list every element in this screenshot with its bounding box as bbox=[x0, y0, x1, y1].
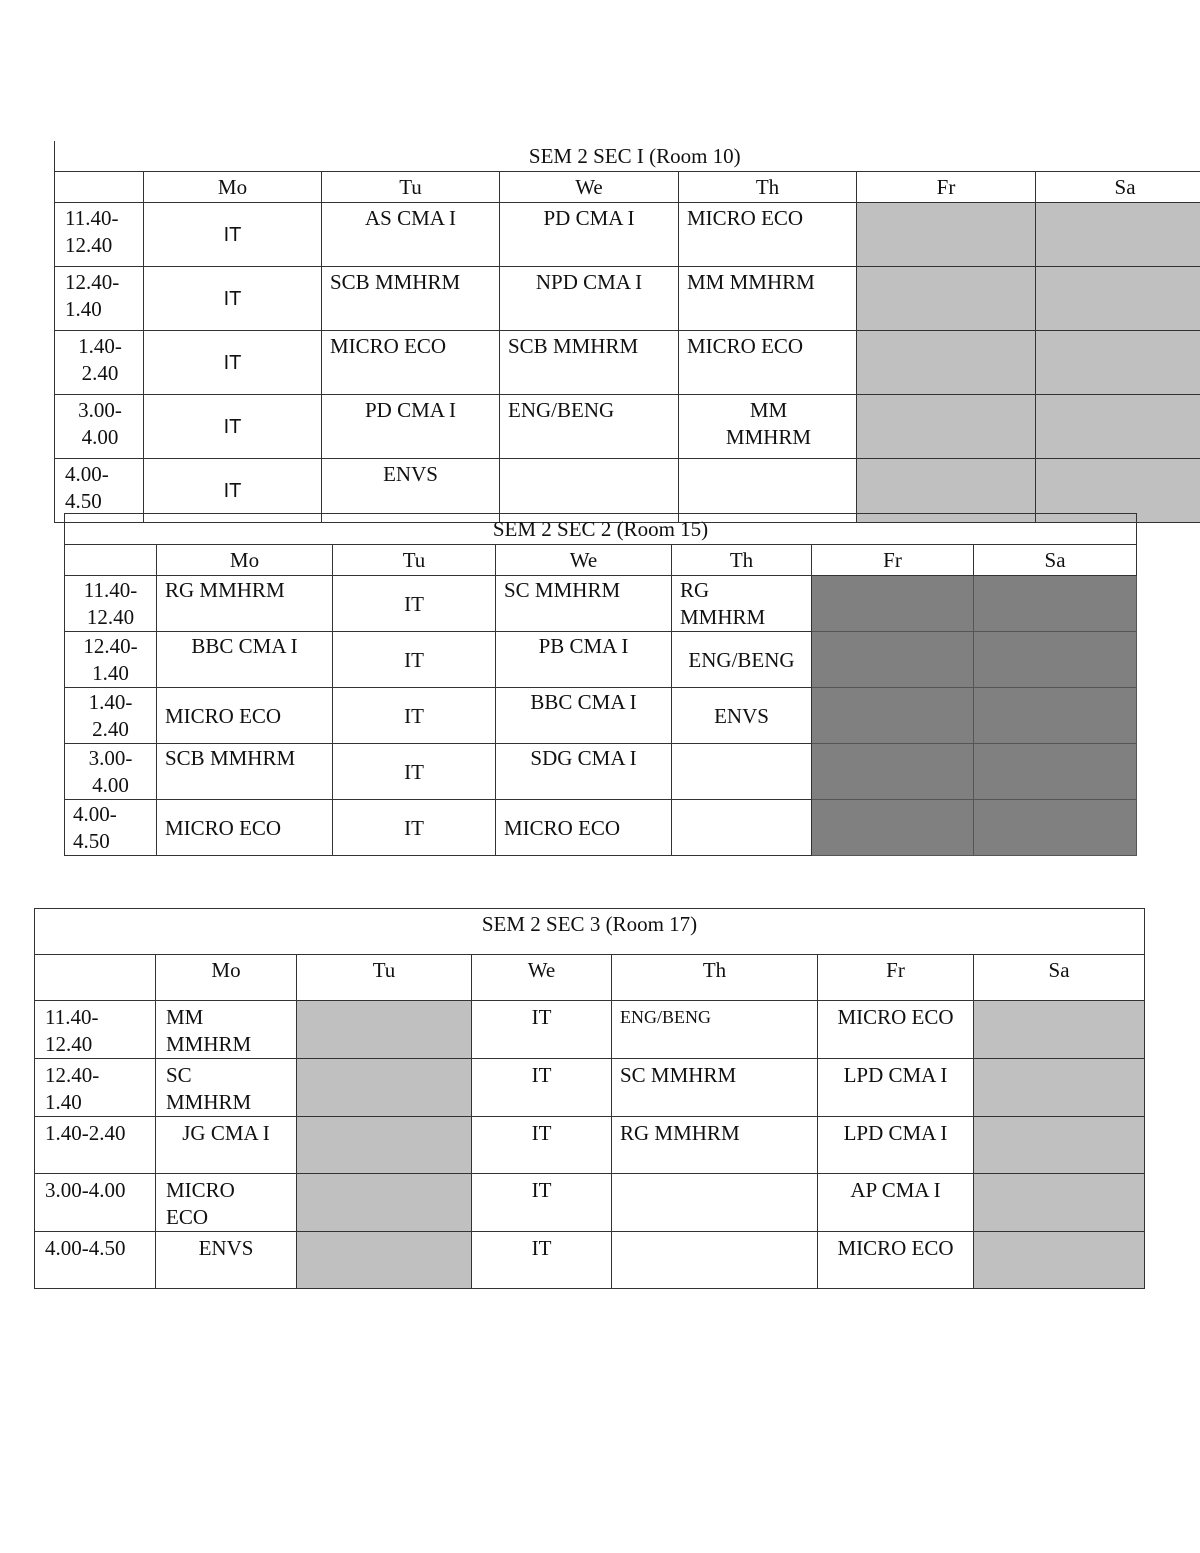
class-cell: IT bbox=[333, 632, 496, 688]
day-header-we: We bbox=[496, 545, 672, 576]
class-cell: IT bbox=[472, 1001, 612, 1059]
header-corner bbox=[55, 172, 144, 203]
shaded-cell bbox=[812, 632, 974, 688]
time-slot: 12.40- 1.40 bbox=[55, 267, 144, 331]
day-header-sa: Sa bbox=[974, 545, 1137, 576]
empty-cell bbox=[612, 1174, 818, 1232]
class-cell: MICRO ECO bbox=[157, 688, 333, 744]
table-row bbox=[35, 1232, 1145, 1289]
time-slot: 4.00- 4.50 bbox=[55, 459, 144, 523]
class-cell: IT bbox=[333, 688, 496, 744]
class-cell: RG MMHRM bbox=[612, 1117, 818, 1174]
class-cell: LPD CMA I bbox=[818, 1117, 974, 1174]
day-header-sa: Sa bbox=[974, 955, 1145, 1001]
class-cell: IT bbox=[472, 1232, 612, 1289]
day-header-th: Th bbox=[679, 172, 857, 203]
class-cell: BBC CMA I bbox=[496, 688, 672, 744]
class-cell: LPD CMA I bbox=[818, 1059, 974, 1117]
class-cell: MICRO ECO bbox=[322, 331, 500, 395]
time-slot: 11.40- 12.40 bbox=[65, 576, 157, 632]
class-cell: MICRO ECO bbox=[818, 1232, 974, 1289]
empty-cell bbox=[612, 1232, 818, 1289]
class-cell: PB CMA I bbox=[496, 632, 672, 688]
time-slot: 4.00-4.50 bbox=[35, 1232, 156, 1289]
class-cell: SC MMHRM bbox=[612, 1059, 818, 1117]
shaded-cell bbox=[297, 1001, 472, 1059]
shaded-cell bbox=[297, 1232, 472, 1289]
day-header-mo: Mo bbox=[144, 172, 322, 203]
shaded-cell bbox=[1036, 267, 1200, 331]
day-header-we: We bbox=[500, 172, 679, 203]
class-cell: ENG/BENG bbox=[500, 395, 679, 459]
shaded-cell bbox=[974, 1059, 1145, 1117]
class-cell: MM MMHRM bbox=[679, 267, 857, 331]
day-header-fr: Fr bbox=[818, 955, 974, 1001]
header-corner bbox=[35, 955, 156, 1001]
shaded-cell bbox=[297, 1059, 472, 1117]
shaded-cell bbox=[812, 576, 974, 632]
table-row bbox=[35, 1059, 1145, 1117]
class-cell: ENVS bbox=[156, 1232, 297, 1289]
class-cell: MICRO ECO bbox=[679, 331, 857, 395]
table-row bbox=[65, 800, 1137, 856]
timetable-title: SEM 2 SEC 3 (Room 17) bbox=[35, 909, 1145, 955]
class-cell: JG CMA I bbox=[156, 1117, 297, 1174]
shaded-cell bbox=[974, 1117, 1145, 1174]
shaded-cell bbox=[974, 576, 1137, 632]
shaded-cell bbox=[974, 1001, 1145, 1059]
table-row bbox=[55, 331, 1200, 395]
class-cell: RG MMHRM bbox=[157, 576, 333, 632]
shaded-cell bbox=[857, 395, 1036, 459]
table-row bbox=[35, 1001, 1145, 1059]
table-row bbox=[35, 1174, 1145, 1232]
time-slot: 3.00- 4.00 bbox=[65, 744, 157, 800]
class-cell: BBC CMA I bbox=[157, 632, 333, 688]
class-cell: ENG/BENG bbox=[612, 1001, 818, 1059]
day-header-fr: Fr bbox=[812, 545, 974, 576]
class-cell: ENG/BENG bbox=[672, 632, 812, 688]
day-header-mo: Mo bbox=[156, 955, 297, 1001]
shaded-cell bbox=[1036, 395, 1200, 459]
class-cell: RG MMHRM bbox=[672, 576, 812, 632]
table-row bbox=[35, 1117, 1145, 1174]
shaded-cell bbox=[857, 203, 1036, 267]
table-row bbox=[65, 576, 1137, 632]
class-cell: MICRO ECO bbox=[818, 1001, 974, 1059]
time-slot: 12.40- 1.40 bbox=[65, 632, 157, 688]
table-row bbox=[65, 744, 1137, 800]
class-cell: PD CMA I bbox=[322, 395, 500, 459]
shaded-cell bbox=[974, 1174, 1145, 1232]
class-cell: IT bbox=[333, 576, 496, 632]
class-cell: SC MMHRM bbox=[496, 576, 672, 632]
shaded-cell bbox=[297, 1174, 472, 1232]
class-cell: MICRO ECO bbox=[496, 800, 672, 856]
class-cell: NPD CMA I bbox=[500, 267, 679, 331]
day-header-th: Th bbox=[672, 545, 812, 576]
time-slot: 1.40-2.40 bbox=[35, 1117, 156, 1174]
time-slot: 11.40- 12.40 bbox=[35, 1001, 156, 1059]
shaded-cell bbox=[297, 1117, 472, 1174]
time-slot: 11.40- 12.40 bbox=[55, 203, 144, 267]
class-cell: MICRO ECO bbox=[157, 800, 333, 856]
shaded-cell bbox=[812, 744, 974, 800]
class-cell: SCB MMHRM bbox=[157, 744, 333, 800]
class-cell: IT bbox=[472, 1059, 612, 1117]
day-header-tu: Tu bbox=[322, 172, 500, 203]
day-header-mo: Mo bbox=[157, 545, 333, 576]
class-cell: AP CMA I bbox=[818, 1174, 974, 1232]
time-slot: 12.40- 1.40 bbox=[35, 1059, 156, 1117]
shaded-cell bbox=[974, 1232, 1145, 1289]
timetable-title: SEM 2 SEC 2 (Room 15) bbox=[65, 514, 1137, 545]
timetable-title: SEM 2 SEC I (Room 10) bbox=[55, 141, 1200, 172]
header-corner bbox=[65, 545, 157, 576]
shaded-cell bbox=[812, 688, 974, 744]
time-slot: 3.00- 4.00 bbox=[55, 395, 144, 459]
shaded-cell bbox=[974, 632, 1137, 688]
empty-cell bbox=[672, 744, 812, 800]
time-slot: 4.00- 4.50 bbox=[65, 800, 157, 856]
class-cell: MM MMHRM bbox=[679, 395, 857, 459]
class-cell: IT bbox=[144, 267, 322, 331]
class-cell: SCB MMHRM bbox=[322, 267, 500, 331]
timetable-sec-3 bbox=[34, 908, 1145, 1289]
day-header-we: We bbox=[472, 955, 612, 1001]
class-cell: MICRO ECO bbox=[679, 203, 857, 267]
shaded-cell bbox=[857, 267, 1036, 331]
class-cell: MM MMHRM bbox=[156, 1001, 297, 1059]
class-cell: IT bbox=[144, 459, 322, 523]
class-cell: IT bbox=[333, 744, 496, 800]
table-row bbox=[65, 632, 1137, 688]
class-cell: SCB MMHRM bbox=[500, 331, 679, 395]
table-row bbox=[55, 267, 1200, 331]
shaded-cell bbox=[857, 331, 1036, 395]
shaded-cell bbox=[1036, 331, 1200, 395]
class-cell: IT bbox=[472, 1174, 612, 1232]
table-row bbox=[65, 688, 1137, 744]
class-cell: IT bbox=[144, 331, 322, 395]
timetable-sec-1 bbox=[54, 141, 1200, 523]
time-slot: 1.40- 2.40 bbox=[55, 331, 144, 395]
timetable-sec-2 bbox=[64, 513, 1137, 856]
day-header-th: Th bbox=[612, 955, 818, 1001]
shaded-cell bbox=[974, 744, 1137, 800]
shaded-cell bbox=[974, 800, 1137, 856]
class-cell: IT bbox=[144, 203, 322, 267]
shaded-cell bbox=[1036, 203, 1200, 267]
class-cell: MICRO ECO bbox=[156, 1174, 297, 1232]
class-cell: PD CMA I bbox=[500, 203, 679, 267]
class-cell: IT bbox=[333, 800, 496, 856]
class-cell: SDG CMA I bbox=[496, 744, 672, 800]
table-row bbox=[55, 395, 1200, 459]
time-slot: 1.40- 2.40 bbox=[65, 688, 157, 744]
class-cell: AS CMA I bbox=[322, 203, 500, 267]
table-row bbox=[55, 203, 1200, 267]
day-header-tu: Tu bbox=[297, 955, 472, 1001]
shaded-cell bbox=[812, 800, 974, 856]
class-cell: SC MMHRM bbox=[156, 1059, 297, 1117]
time-slot: 3.00-4.00 bbox=[35, 1174, 156, 1232]
class-cell: ENVS bbox=[672, 688, 812, 744]
empty-cell bbox=[672, 800, 812, 856]
shaded-cell bbox=[974, 688, 1137, 744]
day-header-fr: Fr bbox=[857, 172, 1036, 203]
day-header-tu: Tu bbox=[333, 545, 496, 576]
day-header-sa: Sa bbox=[1036, 172, 1200, 203]
class-cell: IT bbox=[144, 395, 322, 459]
class-cell: IT bbox=[472, 1117, 612, 1174]
class-cell: ENVS bbox=[322, 459, 500, 523]
